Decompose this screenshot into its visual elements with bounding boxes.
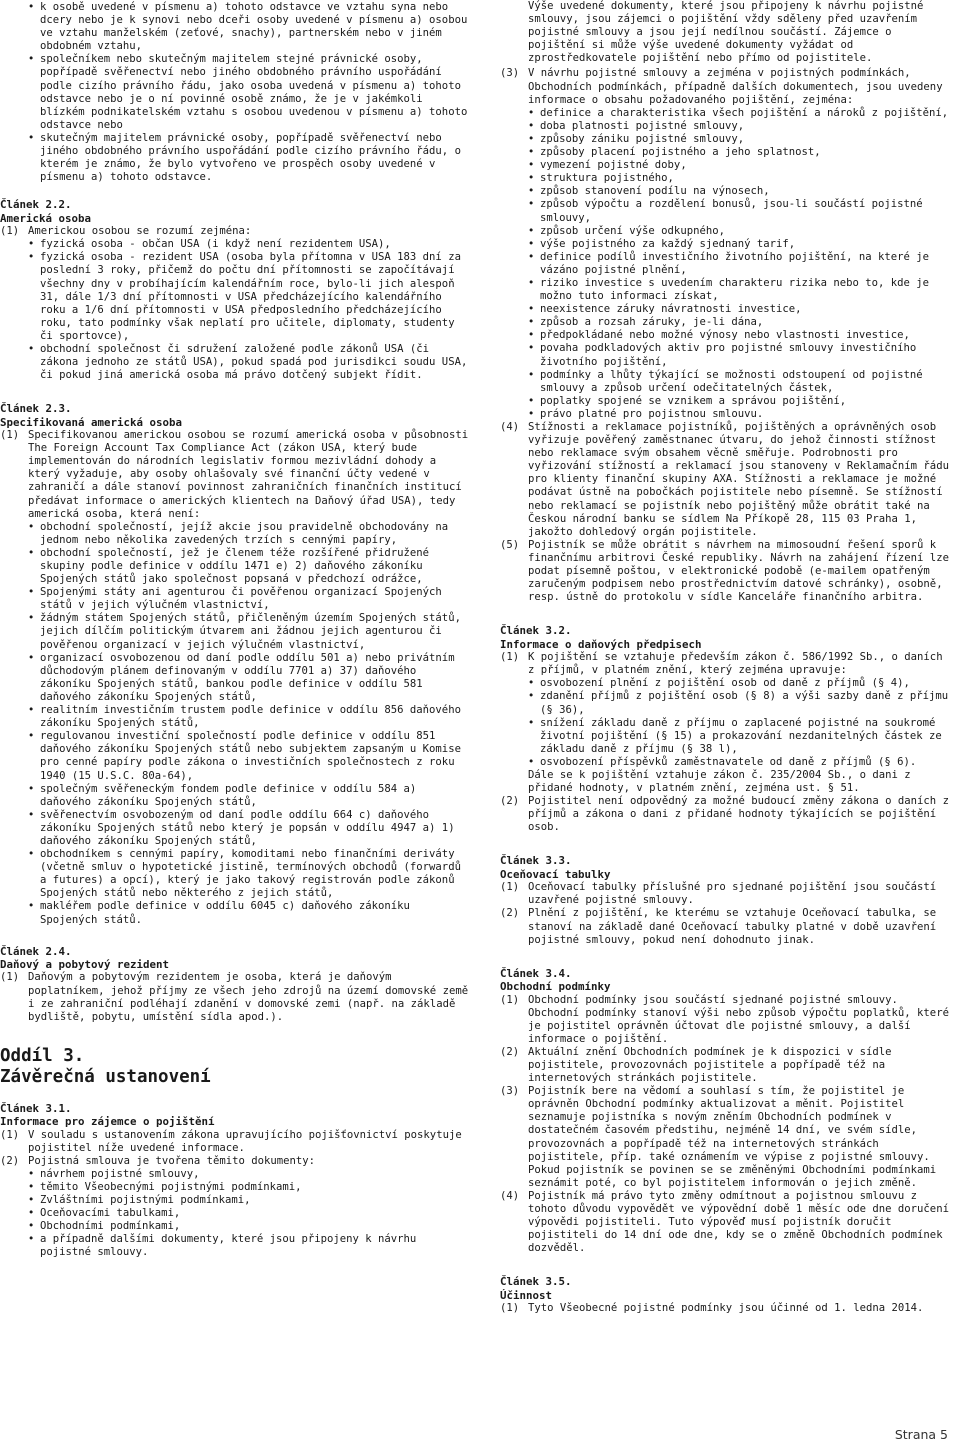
paragraph-text: Dále se k pojištění vztahuje zákon č. 235/2004 Sb., o dani z přidané hodnoty, v platném znění, zejména ust. § 51. [528,768,911,795]
right-column [500,0,952,1315]
list-item: • definice a charakteristika všech pojištění a nároků z pojištění, [528,107,952,120]
related-person-list [0,1,472,184]
paragraph-text: Pojistník bere na vědomí a souhlasí s tím, že pojistitel je oprávněn Obchodní podmínky aktualizovat a měnit. Pojistitel seznamuje pojistníka s novým zněním Obchodních podmínek v dostatečném časovém předstihu, nejméně 14 dní, ve svém sídle, provozovnách a popřípadě též na internetových stránkách pojistitele, příp. také oznámením ve výpise z pojistné smlouvy. Pokud pojistník se povinen se se změněnými Obchodními podmínkami seznámit poté, co byl pojistitelem informován o jejich změně. [528,1085,937,1189]
paragraph-number: (2) [0,1154,20,1167]
article-title: Daňový a pobytový rezident [0,958,170,972]
list-item: • způsob stanovení podílu na výnosech, [528,185,952,198]
list-item: • k osobě uvedené v písmenu a) tohoto odstavce ve vztahu syna nebo dcery nebo je k synovi nebo dceři osoby uvedené v písmenu a) osobou ve vztahu manželském (zeťové, snachy), partnerském nebo v jiném obdobném vztahu, [0,1,472,53]
paragraph-number: (1) [0,1128,20,1141]
list-item: • výše pojistného za každý sjednaný tarif, [528,238,952,251]
paragraph-item [500,1302,952,1315]
list-item: • struktura pojistného, [528,172,952,185]
list-item: • fyzická osoba - občan USA (i když není rezidentem USA), [28,238,472,251]
paragraph-text: Aktuální znění Obchodních podmínek je k dispozici v sídle pojistitele, provozovnách pojistitele a popřípadě též na internetových stránkách pojistitele. [528,1045,892,1085]
article-number: Článek 2.4. [0,944,72,958]
article-number: Článek 2.2. [0,198,72,212]
paragraph-text: V návrhu pojistné smlouvy a zejména v pojistných podmínkách, Obchodních podmínkách, případně dalších dokumentech, jsou uvedeny informace o obsahu požadovaného pojištění, zejména: [528,67,943,106]
paragraph-text: Pojistník má právo tyto změny odmítnout a pojistnou smlouvu z tohoto důvodu vypovědět ve výpovědní době 1 měsíc ode dne doručení výpovědi pojistiteli. Tuto výpověď musí pojistník doručit pojistiteli do 14 dní ode dne, kdy se o změně Obchodních podmínek dozvěděl. [528,1189,949,1255]
paragraph-number: (1) [500,993,520,1006]
article-2-4 [0,945,472,1024]
list-item: • Zvláštními pojistnými podmínkami, [28,1194,472,1207]
list-item: • skutečným majitelem právnické osoby, popřípadě svěřenectví nebo jiného obdobného právního uspořádání podle cizího právního řádu, o kterém je známo, že bylo vytvořeno ve prospěch osoby uvedené v písmenu a) tohoto odstavce. [0,132,472,184]
paragraph-text: Obchodní podmínky jsou součástí sjednané pojistné smlouvy. Obchodní podmínky stanoví výši nebo způsob výpočtu poplatků, které je pojistitel oprávněn účtovat dle pojistné smlouvy, a další informace o pojištění. [528,993,949,1045]
paragraph-number: (1) [500,881,520,894]
list-item: • právo platné pro pojistnou smlouvu. [528,408,952,421]
list-item: • fyzická osoba - rezident USA (osoba byla přítomna v USA 183 dní za poslední 3 roky, přičemž do počtu dní přítomnosti se započítávají všechny dny v probíhajícím kalendářním roce, bylo-li jich alespoň 31, dále 1/3 dní přítomnosti v USA předcházejícího kalendářního roku a 1/6 dní přítomnosti v USA předposledního předcházejícího roku, tato podmínky však neplatí pro učitele, diplomaty, studenty či sportovce), [28,251,472,343]
paragraph-number: (4) [500,1189,520,1202]
list-item: • a případně dalšími dokumenty, které jsou připojeny k návrhu pojistné smlouvy. [28,1233,472,1259]
list-item: • způsob určení výše odkupného, [528,225,952,238]
article-number: Článek 2.3. [0,402,72,416]
list-item: • obchodníkem s cennými papíry, komoditami nebo finančními deriváty (včetně smluv o hypotetické jistině, termínových obchodů (forwardů a futures) a opcí), který je jako takový registrován podle zákonů Spojených států nebo některého z jejich států, [28,848,472,900]
article-3-3 [500,854,952,946]
article-number: Článek 3.2. [500,624,572,638]
paragraph-item [500,67,952,421]
bullet-list [528,677,952,769]
list-item: • doba platnosti pojistné smlouvy, [528,120,952,133]
article-title: Americká osoba [0,211,92,225]
list-item: • předpokládané nebo možné výnosy nebo vlastnosti investice, [528,329,952,342]
article-title: Informace o daňových předpisech [500,637,702,651]
article-title: Informace pro zájemce o pojištění [0,1115,215,1129]
left-column [0,0,472,1260]
article-2-3 [0,402,472,926]
article-title: Účinnost [500,1288,553,1302]
paragraph-item [0,429,472,927]
paragraph-text: Pojistná smlouva je tvořena těmito dokumenty: [28,1154,316,1167]
list-item: • Obchodními podmínkami, [28,1220,472,1233]
list-item: • těmito Všeobecnými pojistnými podmínkami, [28,1181,472,1194]
section-number: Oddíl 3. [0,1045,85,1066]
list-item: • obchodní společností, jejíž akcie jsou pravidelně obchodovány na jednom nebo několika zavedených trzích s cennými papíry, [28,521,472,547]
paragraph-text: Daňovým a pobytovým rezidentem je osoba, která je daňovým poplatníkem, jehož příjmy ze všech jeho zdrojů na území domovské země i ze zahraniční podléhají zdanění v domovské zemi (např. na základě bydliště, pobytu, umístění sídla apod.). [28,971,469,1023]
paragraph-item [0,971,472,1023]
paragraph-number: (2) [500,1045,520,1058]
list-item: • poplatky spojené se vznikem a správou pojištění, [528,395,952,408]
list-item: • neexistence záruky návratnosti investice, [528,303,952,316]
article-number: Článek 3.3. [500,854,572,868]
list-item: • svěřenectvím osvobozeným od daní podle oddílu 664 c) daňového zákoníku Spojených států nebo který je popsán v oddílu 4947 a) 1) daňového zákoníku Spojených států, [28,809,472,848]
list-item: • makléřem podle definice v oddílu 6045 c) daňového zákoníku Spojených států. [28,900,472,926]
list-item: • žádným státem Spojených států, přičleněným územím Spojených států, jejich dílčím politickým útvarem ani žádnou jejich agenturou či pověřenou organizací v jejich výlučném vlastnictví, [28,612,472,651]
paragraph-item [500,1085,952,1190]
section-heading [0,1046,472,1088]
paragraph-text: Americkou osobou se rozumí zejména: [28,225,252,238]
article-3-5 [500,1275,952,1315]
paragraph-text: Pojistník se může obrátit s návrhem na mimosoudní řešení sporů k finančnímu arbitrovi České republiky. Návrh na zahájení řízení lze podat písemně poštou, v elektronické podobě (e-mailem opatřeným zaručeným podpisem nebo prostřednictvím datové schránky), osobně, resp. ústně do protokolu v sídle Kanceláře finančního arbitra. [528,538,949,604]
paragraph-item [500,907,952,946]
list-item: • realitním investičním trustem podle definice v oddílu 856 daňového zákoníku Spojených států, [28,704,472,730]
article-title: Specifikovaná americká osoba [0,415,183,429]
paragraph-item [0,225,472,382]
bullet-list [28,521,472,927]
article-title: Obchodní podmínky [500,980,611,994]
list-item: • návrhem pojistné smlouvy, [28,1168,472,1181]
list-item: • osvobození příspěvků zaměstnavatele od daně z příjmů (§ 6). [528,756,952,769]
paragraph-text: Výše uvedené dokumenty, které jsou připojeny k návrhu pojistné smlouvy, jsou zájemci o pojištění vždy sděleny před uzavřením pojistné smlouvy a jsou její nedílnou součástí. Zájemce o pojištění si může výše uvedené dokumenty vyžádat od zprostředkovatele pojištění nebo přímo od pojistitele. [528,0,924,65]
paragraph-number: (2) [500,795,520,808]
paragraph-number: (1) [0,971,20,984]
paragraph-number: (5) [500,538,520,551]
paragraph-number: (2) [500,907,520,920]
article-2-2 [0,198,472,382]
list-item: • obchodní společnost či sdružení založené podle zákonů USA (či zákona jednoho ze států USA), pokud spadá pod jurisdikci soudu USA, či pokud jiná americká osoba má právo dotčený subjekt řídit. [28,343,472,382]
article-3-2 [500,624,952,834]
list-item: • povaha podkladových aktiv pro pojistné smlouvy investičního životního pojištění, [528,342,952,368]
list-item: • způsoby placení pojistného a jeho splatnost, [528,146,952,159]
list-item: • způsob a rozsah záruky, je-li dána, [528,316,952,329]
paragraph-number: (1) [500,651,520,664]
paragraph-text: V souladu s ustanovením zákona upravujícího pojišťovnictví poskytuje pojistitel níže uvedené informace. [28,1128,462,1154]
section-title: Závěrečná ustanovení [0,1066,211,1087]
list-item: • snížení základu daně z příjmu o zaplacené pojistné na soukromé životní pojištění (§ 15) a prokazování nezdanitelných částek ze základu daně z příjmu (§ 38 l), [528,717,952,756]
list-item: • Oceňovacími tabulkami, [28,1207,472,1220]
article-3-4 [500,967,952,1256]
paragraph-item [500,539,952,604]
paragraph-text: Tyto Všeobecné pojistné podmínky jsou účinné od 1. ledna 2014. [528,1302,924,1315]
paragraph-number: (4) [500,421,520,433]
list-item: • regulovanou investiční společností podle definice v oddílu 851 daňového zákoníku Spojených států nebo subjektem zapsaným u Komise pro cenné papíry podle zákona o investičních společnostech z roku 1940 (15 U.S.C. 80a-64), [28,730,472,782]
paragraph-text: Specifikovanou americkou osobou se rozumí americká osoba v působnosti The Foreign Account Tax Compliance Act (zákon USA, který bude implementován do národních legislativ formou mezivládní dohody a který vyžaduje, aby osoby ohlašovaly své finanční účty vedené v zahraničí a dále stanoví povinnost zahraničních finančních institucí předávat informace o amerických klientech na Daňový úřad USA), tedy americká osoba, která není: [28,429,469,520]
paragraph-number: (1) [500,1302,520,1315]
article-number: Článek 3.1. [0,1101,72,1115]
list-item: • způsoby zániku pojistné smlouvy, [528,133,952,146]
paragraph-text: Oceňovací tabulky příslušné pro sjednané pojištění jsou součástí uzavřené pojistné smlouvy. [528,881,937,907]
list-item: • zdanění příjmů z pojištění osob (§ 8) a výši sazby daně z příjmu (§ 36), [528,690,952,716]
list-item: • společným svěřeneckým fondem podle definice v oddílu 584 a) daňového zákoníku Spojených států, [28,783,472,809]
paragraph-item [500,795,952,834]
paragraph-text: K pojištění se vztahuje především zákon č. 586/1992 Sb., o daních z příjmů, v platném znění, který zejména upravuje: [528,651,943,677]
list-item: • Spojenými státy ani agenturou či pověřenou organizací Spojených států v jejich výlučném vlastnictví, [28,586,472,612]
bullet-list [28,238,472,382]
paragraph-item [500,421,952,539]
list-item: • osvobození plnění z pojištění osob od daně z příjmů (§ 4), [528,677,952,690]
paragraph-number: (1) [0,225,20,238]
article-number: Článek 3.5. [500,1275,572,1289]
list-item: • organizací osvobozenou od daní podle oddílu 501 a) nebo privátním důchodovým plánem definovaným v oddílu 7701 a) 37) daňového zákoníku Spojených států, bankou podle definice v oddílu 581 daňového zákoníku Spojených států, [28,652,472,704]
paragraph-item [0,1155,472,1260]
list-item: • společníkem nebo skutečným majitelem stejné právnické osoby, popřípadě svěřenectví nebo jiného obdobného právního uspořádání podle cizího právního řádu, jako osoba uvedená v písmenu a) tohoto odstavce nebo je o ní povinné osobě známo, že je v jakémkoli blízkém podnikatelském vztahu s osobou uvedenou v písmenu a) tohoto odstavce nebo [0,53,472,132]
list-item: • způsob výpočtu a rozdělení bonusů, jsou-li součástí pojistné smlouvy, [528,198,952,224]
paragraph-item [500,651,952,795]
list-item: • vymezení pojistné doby, [528,159,952,172]
paragraph-number: (3) [500,67,520,80]
paragraph-text: Pojistitel není odpovědný za možné budoucí změny zákona o daních z příjmů a zákona o dani z přidané hodnoty týkajících se pojištění osob. [528,795,949,834]
paragraph-number: (1) [0,429,20,442]
article-title: Oceňovací tabulky [500,867,611,881]
paragraph-text: Plnění z pojištění, ke kterému se vztahuje Oceňovací tabulka, se stanoví na základě dané Oceňovací tabulky platné v době uzavření pojistné smlouvy, pokud není dohodnuto jinak. [528,907,937,946]
paragraph-item [500,881,952,907]
list-item: • definice podílů investičního životního pojištění, na které je vázáno pojistné plnění, [528,251,952,277]
paragraph-item [500,1190,952,1255]
paragraph-text: Stížnosti a reklamace pojistníků, pojištěných a oprávněných osob vyřizuje pověřený zaměstnanec útvaru, do jehož činnosti stížnost nebo reklamace svým obsahem věcně směřuje. Podrobnosti pro vyřizování stížností a reklamací jsou stanoveny v Reklamačním řádu pro klienty finanční skupiny AXA. Stížnosti a reklamace je možné podávat ústně na pobočkách pojistitele nebo písemně. Se stížností nebo reklamací se pojistník nebo pojištěný může obrátit také na Českou národní banku se sídlem Na Příkopě 28, 115 03 Praha 1, jakožto dohledový orgán pojistitele. [528,421,949,538]
paragraph-item [500,994,952,1046]
list-item: • riziko investice s uvedením charakteru rizika nebo to, kde je možno tuto informaci získat, [528,277,952,303]
article-3-1 [0,1102,472,1260]
page-number: Strana 5 [894,1426,948,1442]
bullet-list [28,1168,472,1260]
article-number: Článek 3.4. [500,966,572,980]
bullet-list [528,107,952,421]
paragraph-item [0,1129,472,1155]
paragraph-number: (3) [500,1085,520,1098]
list-item: • obchodní společností, jež je členem téže rozšířené přidružené skupiny podle definice v oddílu 1471 e) 2) daňového zákoníku Spojených států jako společnost popsaná v předchozí odrážce, [28,547,472,586]
paragraph-item [500,1046,952,1085]
list-item: • podmínky a lhůty týkající se možnosti odstoupení od pojistné smlouvy a způsob určení odečitatelných částek, [528,369,952,395]
